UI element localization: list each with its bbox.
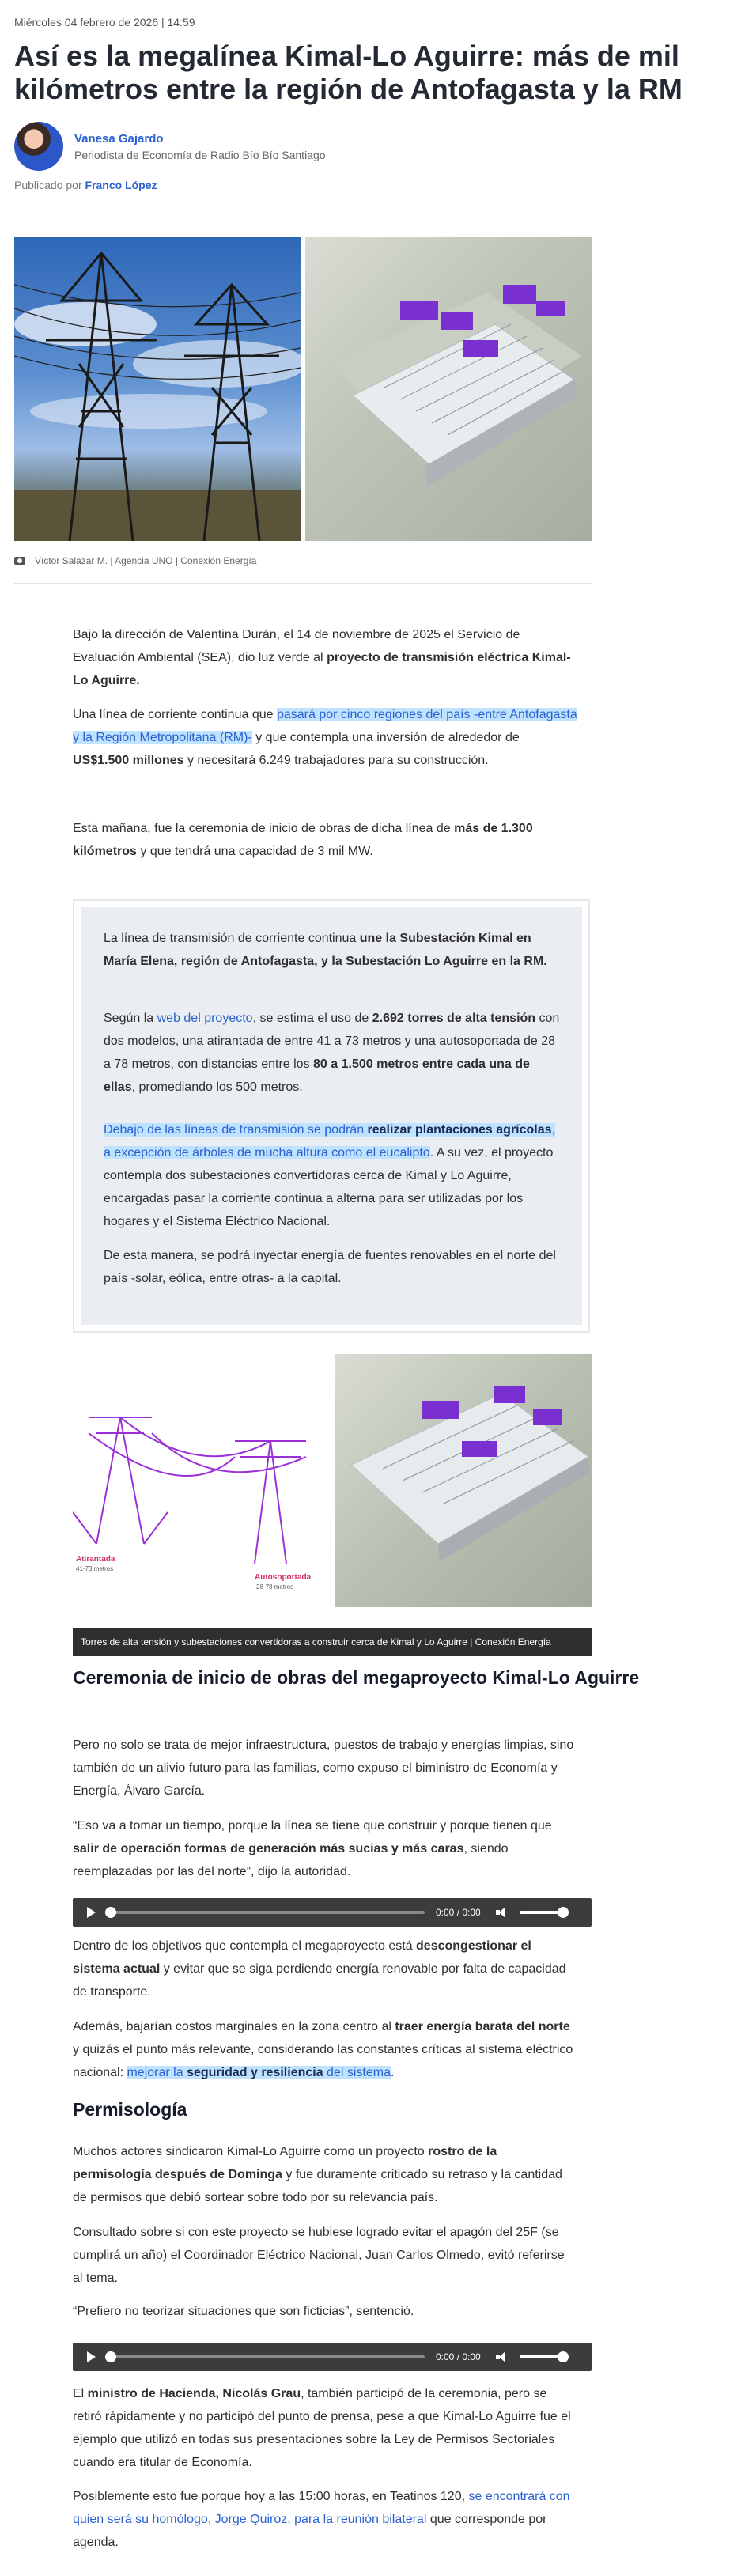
towers-diagram-image (73, 1354, 592, 1607)
b2-text-d: con dos modelos, una atirantada de entre 41 a 73 metros y una autosoportada de 28 a 78 metros, con distancias entre los (104, 1012, 560, 1071)
p6-bold: descongestionar el sistema actual (73, 1939, 531, 1976)
box-paragraph-2 (104, 1007, 562, 1099)
towers-diagram (73, 1354, 335, 1607)
p2-highlight: pasará por cinco regiones del país -entre Antofagasta y la Región Metropolitana (RM)- (73, 708, 577, 744)
author-block (14, 122, 326, 171)
autosoportada-label: Autosoportada (255, 1573, 312, 1582)
p7-text: Además, bajarían costos marginales en la zona centro al (73, 2020, 395, 2033)
heading-ceremony: Ceremonia de inicio de obras del megaproyecto Kimal-Lo Aguirre (73, 1667, 640, 1688)
audio-seek-bar[interactable] (110, 1911, 425, 1914)
autosoportada-height: 28-78 metros (256, 1583, 294, 1591)
p2-text-b: y que contempla una inversión de alrededor de (251, 731, 520, 744)
p12-text: Posiblemente esto fue porque hoy a las 15:00 horas, en Teatinos 120, (73, 2490, 469, 2503)
paragraph-5 (73, 1814, 577, 1883)
b2-text: Según la (104, 1012, 157, 1025)
paragraph-4: Pero no solo se trata de mejor infraestructura, puestos de trabajo y energías limpias, sino también de un alivio futuro para las familias, como expuso el biministro de Economía y Energía, Álvaro García. (73, 1738, 574, 1798)
play-icon[interactable] (87, 1907, 96, 1918)
heading-permisologia: Permisología (73, 2099, 187, 2120)
article-dateline: Miércoles 04 febrero de 2026 | 14:59 (14, 16, 195, 28)
author-role: Periodista de Economía de Radio Bío Bío Santiago (74, 148, 326, 161)
paragraph-8 (73, 2140, 577, 2209)
b3-highlight-c: , a excepción de árboles de mucha altura como el eucalipto (104, 1123, 555, 1159)
p6-text: Dentro de los objetivos que contempla el megaproyecto está (73, 1939, 417, 1953)
camera-icon (14, 557, 25, 565)
towers-photo-illustration (14, 237, 301, 541)
paragraph-2 (73, 703, 577, 772)
hero-photo-towers (14, 237, 301, 541)
p7-end: . (390, 2066, 395, 2079)
b1-text: La línea de transmisión de corriente continua (104, 932, 360, 945)
atirantada-height: 41-73 metros (76, 1565, 114, 1572)
audio-player-1[interactable] (73, 1898, 592, 1927)
volume-slider[interactable] (520, 1911, 564, 1914)
author-avatar[interactable] (14, 122, 63, 171)
p5-text-c: , siendo reemplazadas por las del norte”, dijo la autoridad. (73, 1842, 509, 1878)
p6-text-c: y evitar que se siga perdiendo energía renovable por falta de capacidad de transporte. (73, 1962, 566, 1999)
paragraph-1 (73, 623, 577, 692)
p3-bold: más de 1.300 kilómetros (73, 822, 533, 858)
b3-highlight-a: Debajo de las líneas de transmisión se podrán (104, 1123, 368, 1137)
b2-text-b: , se estima el uso de (252, 1012, 372, 1025)
audio-player-2[interactable] (73, 2343, 592, 2371)
p8-bold: rostro de la permisología después de Dominga (73, 2145, 497, 2181)
p7-highlight-a: mejorar la (127, 2066, 187, 2079)
substation-render-2-illustration (335, 1354, 592, 1607)
p11-bold: ministro de Hacienda, Nicolás Grau (87, 2387, 301, 2400)
box-paragraph-4: De esta manera, se podrá inyectar energía de fuentes renovables en el norte del país -solar, eólica, entre otras- a la capital. (104, 1249, 556, 1285)
substation-render-2 (335, 1354, 592, 1607)
published-label: Publicado por (14, 179, 82, 191)
audio-time: 0:00 / 0:00 (436, 1907, 481, 1918)
published-by (14, 179, 157, 191)
p11-text: El (73, 2387, 88, 2400)
p5-bold: salir de operación formas de generación más sucias y más caras (73, 1842, 464, 1855)
substation-render-illustration (305, 237, 592, 541)
p3-text: Esta mañana, fue la ceremonia de inicio de obras de dicha línea de (73, 822, 455, 835)
atirantada-label: Atirantada (76, 1555, 115, 1564)
seek-knob[interactable] (105, 2351, 116, 2362)
p7-bold: traer energía barata del norte (395, 2020, 570, 2033)
b2-text-f: , promediando los 500 metros. (131, 1080, 303, 1094)
p8-text-c: y fue duramente criticado su retraso y la cantidad de permisos que debió sortear sobre todo por su relevancia país. (73, 2168, 562, 2204)
volume-icon[interactable] (496, 1907, 509, 1918)
b3-highlight-bold: realizar plantaciones agrícolas (367, 1123, 552, 1137)
paragraph-3 (73, 817, 577, 863)
b2-bold-e: 80 a 1.500 metros entre cada una de ellas (104, 1057, 530, 1094)
p2-bold: US$1.500 millones (73, 754, 184, 767)
play-icon[interactable] (87, 2351, 96, 2362)
hero-caption-text: Víctor Salazar M. | Agencia UNO | Conexión Energía (35, 555, 257, 566)
p7-text-c: y quizás el punto más relevante, considerando las constantes críticas al sistema eléctrico nacional: (73, 2043, 573, 2079)
hero-caption (14, 555, 256, 566)
paragraph-7 (73, 2015, 577, 2084)
article-headline: Así es la megalínea Kimal-Lo Aguirre: más de mil kilómetros entre la región de Antofagasta y la RM (14, 40, 683, 105)
p7-highlight-c: del sistema (323, 2066, 391, 2079)
image2-caption: Torres de alta tensión y subestaciones convertidoras a construir cerca de Kimal y Lo Aguirre | Conexión Energía (73, 1628, 592, 1656)
paragraph-9: Consultado sobre si con este proyecto se hubiese logrado evitar el apagón del 25F (se cumplirá un año) el Coordinador Eléctrico Nacional, Juan Carlos Olmedo, evitó referirse al tema. (73, 2226, 565, 2285)
b2-bold: 2.692 torres de alta tensión (372, 1012, 536, 1025)
p1-text: Bajo la dirección de Valentina Durán, el 14 de noviembre de 2025 el Servicio de Evaluación Ambiental (SEA), dio luz verde al (73, 628, 520, 664)
p1-bold: proyecto de transmisión eléctrica Kimal-Lo Aguirre. (73, 651, 571, 687)
paragraph-11 (73, 2382, 577, 2474)
paragraph-10: “Prefiero no teorizar situaciones que son ficticias”, sentenció. (73, 2305, 414, 2318)
hero-substation-render (305, 237, 592, 541)
paragraph-12 (73, 2485, 577, 2554)
volume-slider[interactable] (520, 2355, 564, 2358)
bilateral-meeting-link[interactable]: se encontrará con quien será su homólogo, Jorge Quiroz, para la reunión bilateral (73, 2490, 570, 2526)
p5-text: “Eso va a tomar un tiempo, porque la línea se tiene que construir y porque tienen que (73, 1819, 552, 1833)
paragraph-6 (73, 1935, 577, 2003)
b1-bold: une la Subestación Kimal en María Elena, región de Antofagasta, y la Subestación Lo Aguirre en la RM. (104, 932, 547, 968)
audio-seek-bar[interactable] (110, 2355, 425, 2358)
box-paragraph-1 (104, 927, 562, 973)
divider (14, 583, 592, 584)
volume-icon[interactable] (496, 2351, 509, 2362)
project-web-link[interactable]: web del proyecto (157, 1012, 253, 1025)
p12-text-b: que corresponde por agenda. (73, 2513, 547, 2549)
volume-knob[interactable] (558, 1907, 569, 1918)
p2-text: Una línea de corriente continua que (73, 708, 277, 721)
seek-knob[interactable] (105, 1907, 116, 1918)
author-info (74, 132, 326, 161)
volume-knob[interactable] (558, 2351, 569, 2362)
p7-highlight-bold: seguridad y resiliencia (187, 2066, 323, 2079)
p8-text: Muchos actores sindicaron Kimal-Lo Aguirre como un proyecto (73, 2145, 429, 2158)
p3-text-c: y que tendrá una capacidad de 3 mil MW. (136, 845, 373, 858)
published-by-link[interactable]: Franco López (85, 179, 157, 191)
box-paragraph-3 (104, 1118, 562, 1233)
author-name-link[interactable]: Vanesa Gajardo (74, 131, 164, 146)
b3-text: . A su vez, el proyecto contempla dos subestaciones convertidoras cerca de Kimal y Lo Aguirre, encargadas pasar la corriente continua a alterna para ser utilizadas por los hogares y el Sistema Eléctrico Nacional. (104, 1146, 554, 1228)
audio-time: 0:00 / 0:00 (436, 2351, 481, 2362)
p2-text-d: y necesitará 6.249 trabajadores para su construcción. (183, 754, 489, 767)
p11-text-c: , también participó de la ceremonia, pero se retiró rápidamente y no participó del punto de prensa, pese a que Kimal-Lo Aguirre fue el ejemplo que utilizó en todas sus presentaciones sobre la Ley de Permisos Sectoriales cuando era titular de Economía. (73, 2387, 571, 2469)
